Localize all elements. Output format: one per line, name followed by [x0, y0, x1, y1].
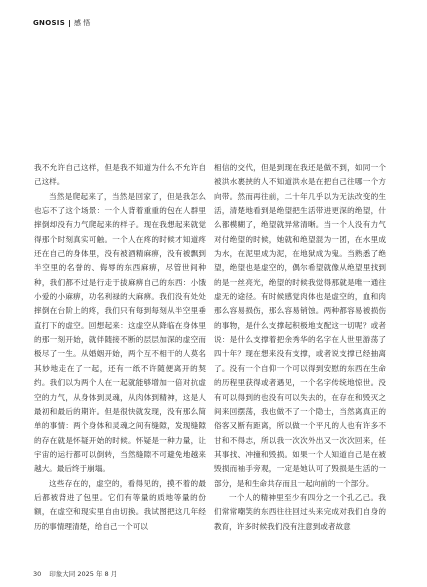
paragraph: 一个人的精神里至少有四分之一个孔乙己。我们常常嘲笑的东西往往回过头来完成对我们自身的教育，许多时候我们没有注意到或者故意	[214, 492, 386, 531]
header-divider	[69, 20, 70, 27]
paragraph: 当然是爬起来了，当然是回家了，但是我怎么也忘不了这个场景：一个人背着重重的包在人群里摔倒却没有力气爬起来的样子。现在我想起来就觉得那个时刻真实可触。一个人在疼的时候才知道疼还在自己的身体里，没有被酒精麻痹，没有被飘到半空里的名誉的、侮辱的东西麻痹，尽管世间种种，我们都不过是行走于拔麻痹自己的东西：小饿小爱的小麻痹，功名利禄的大麻痹。我们没有处处摔倒在台阶上的疼，我们只有每到每刻从半空里垂直打下的虚空。回想起来：这虚空从降临在身体里的那一刻开始，就伴随接不断的层层加深的虚空而极尽了一生。从婚姻开始，两个互不相干的人莫名其妙地走在了一起，还有一纸不许随便离开的契约。我们以为两个人在一起就能够增加一倍对抗虚空的力气，从身体到灵魂，从肉体到精神，这是人最初和最后的期许。但是很快就发现，没有那么简单的事情：两个身体和灵魂之间有缝隙，发现缝隙的存在就是怀疑开始的时候。怀疑是一种力量，让宇宙的运行都可以倒转，当然缝隙不可避免地越来越大。最后终于崩塌。	[34, 191, 206, 474]
paragraph: 我不允许自己这样，但是我不知道为什么不允许自己这样。	[34, 163, 206, 187]
paragraph: 这些存在的，虚空的，看得见的，摸不着的最后都被背进了包里。它们有等量的质地等量的份额，在虚空和现实里自由切换。我试图把这几年经历的事情理清楚，给自己一个可以	[34, 478, 206, 531]
right-text-column	[214, 161, 386, 531]
section-title: 感 悟	[74, 19, 91, 27]
page-number: 30	[33, 569, 42, 578]
magazine-brand: GNOSIS	[33, 19, 66, 27]
paragraph: 相信的交代，但是到现在我还是做不到，如同一个被洪水裹挟的人不知道洪水是在把自己往哪一个方向带。然而再往前，二十年几乎以为无法改变的生活，清楚地看到是绝望把生活带进更深的绝望，什么都模糊了，绝望就异常清晰。当一个人没有力气对付绝望的时候，她就和绝望混为一团，在水里成为水，在泥里成为泥，在地狱成为鬼。当熟悉了绝望，绝望也是虚空的，偶尔希望就像从绝望里找到的是一丝亮光，绝望的时候我觉得那就是唯一通往虚无的途径。有时候感觉肉体也是虚空的，血和肉那么容易损伤，那么容易销蚀。两种都容易被损伤的事物，是什么支撑起积极地支配这一切呢？或者说：是什么支撑着把余秀华的名字在人世里游荡了四十年？现在想来没有支撑，或者说支撑已经抽离了。没有一个自仰一个可以得到安慰的东西在生命的历程里获得或者遇见，一个名字传统地惊世。没有可以得到的也没有可以失去的，在存在和毁灭之间来回摆荡，我也做不了一个隐士，当然离真正的俗客又断有距离，所以做一个平凡的人也有许多不甘和不得志，所以我一次次外出又一次次回来，任其事找、冲撞和毁损。如果一个人知道自己是在被毁损而袖手旁观，一定是她认可了毁损是生活的一部分，是和生命共存而且一起向前的一个部分。	[214, 163, 386, 488]
running-header	[33, 18, 90, 28]
left-text-column	[34, 161, 206, 531]
publication-issue: 印象大同 2025 年 8 月	[49, 570, 118, 578]
page-footer	[33, 569, 117, 578]
